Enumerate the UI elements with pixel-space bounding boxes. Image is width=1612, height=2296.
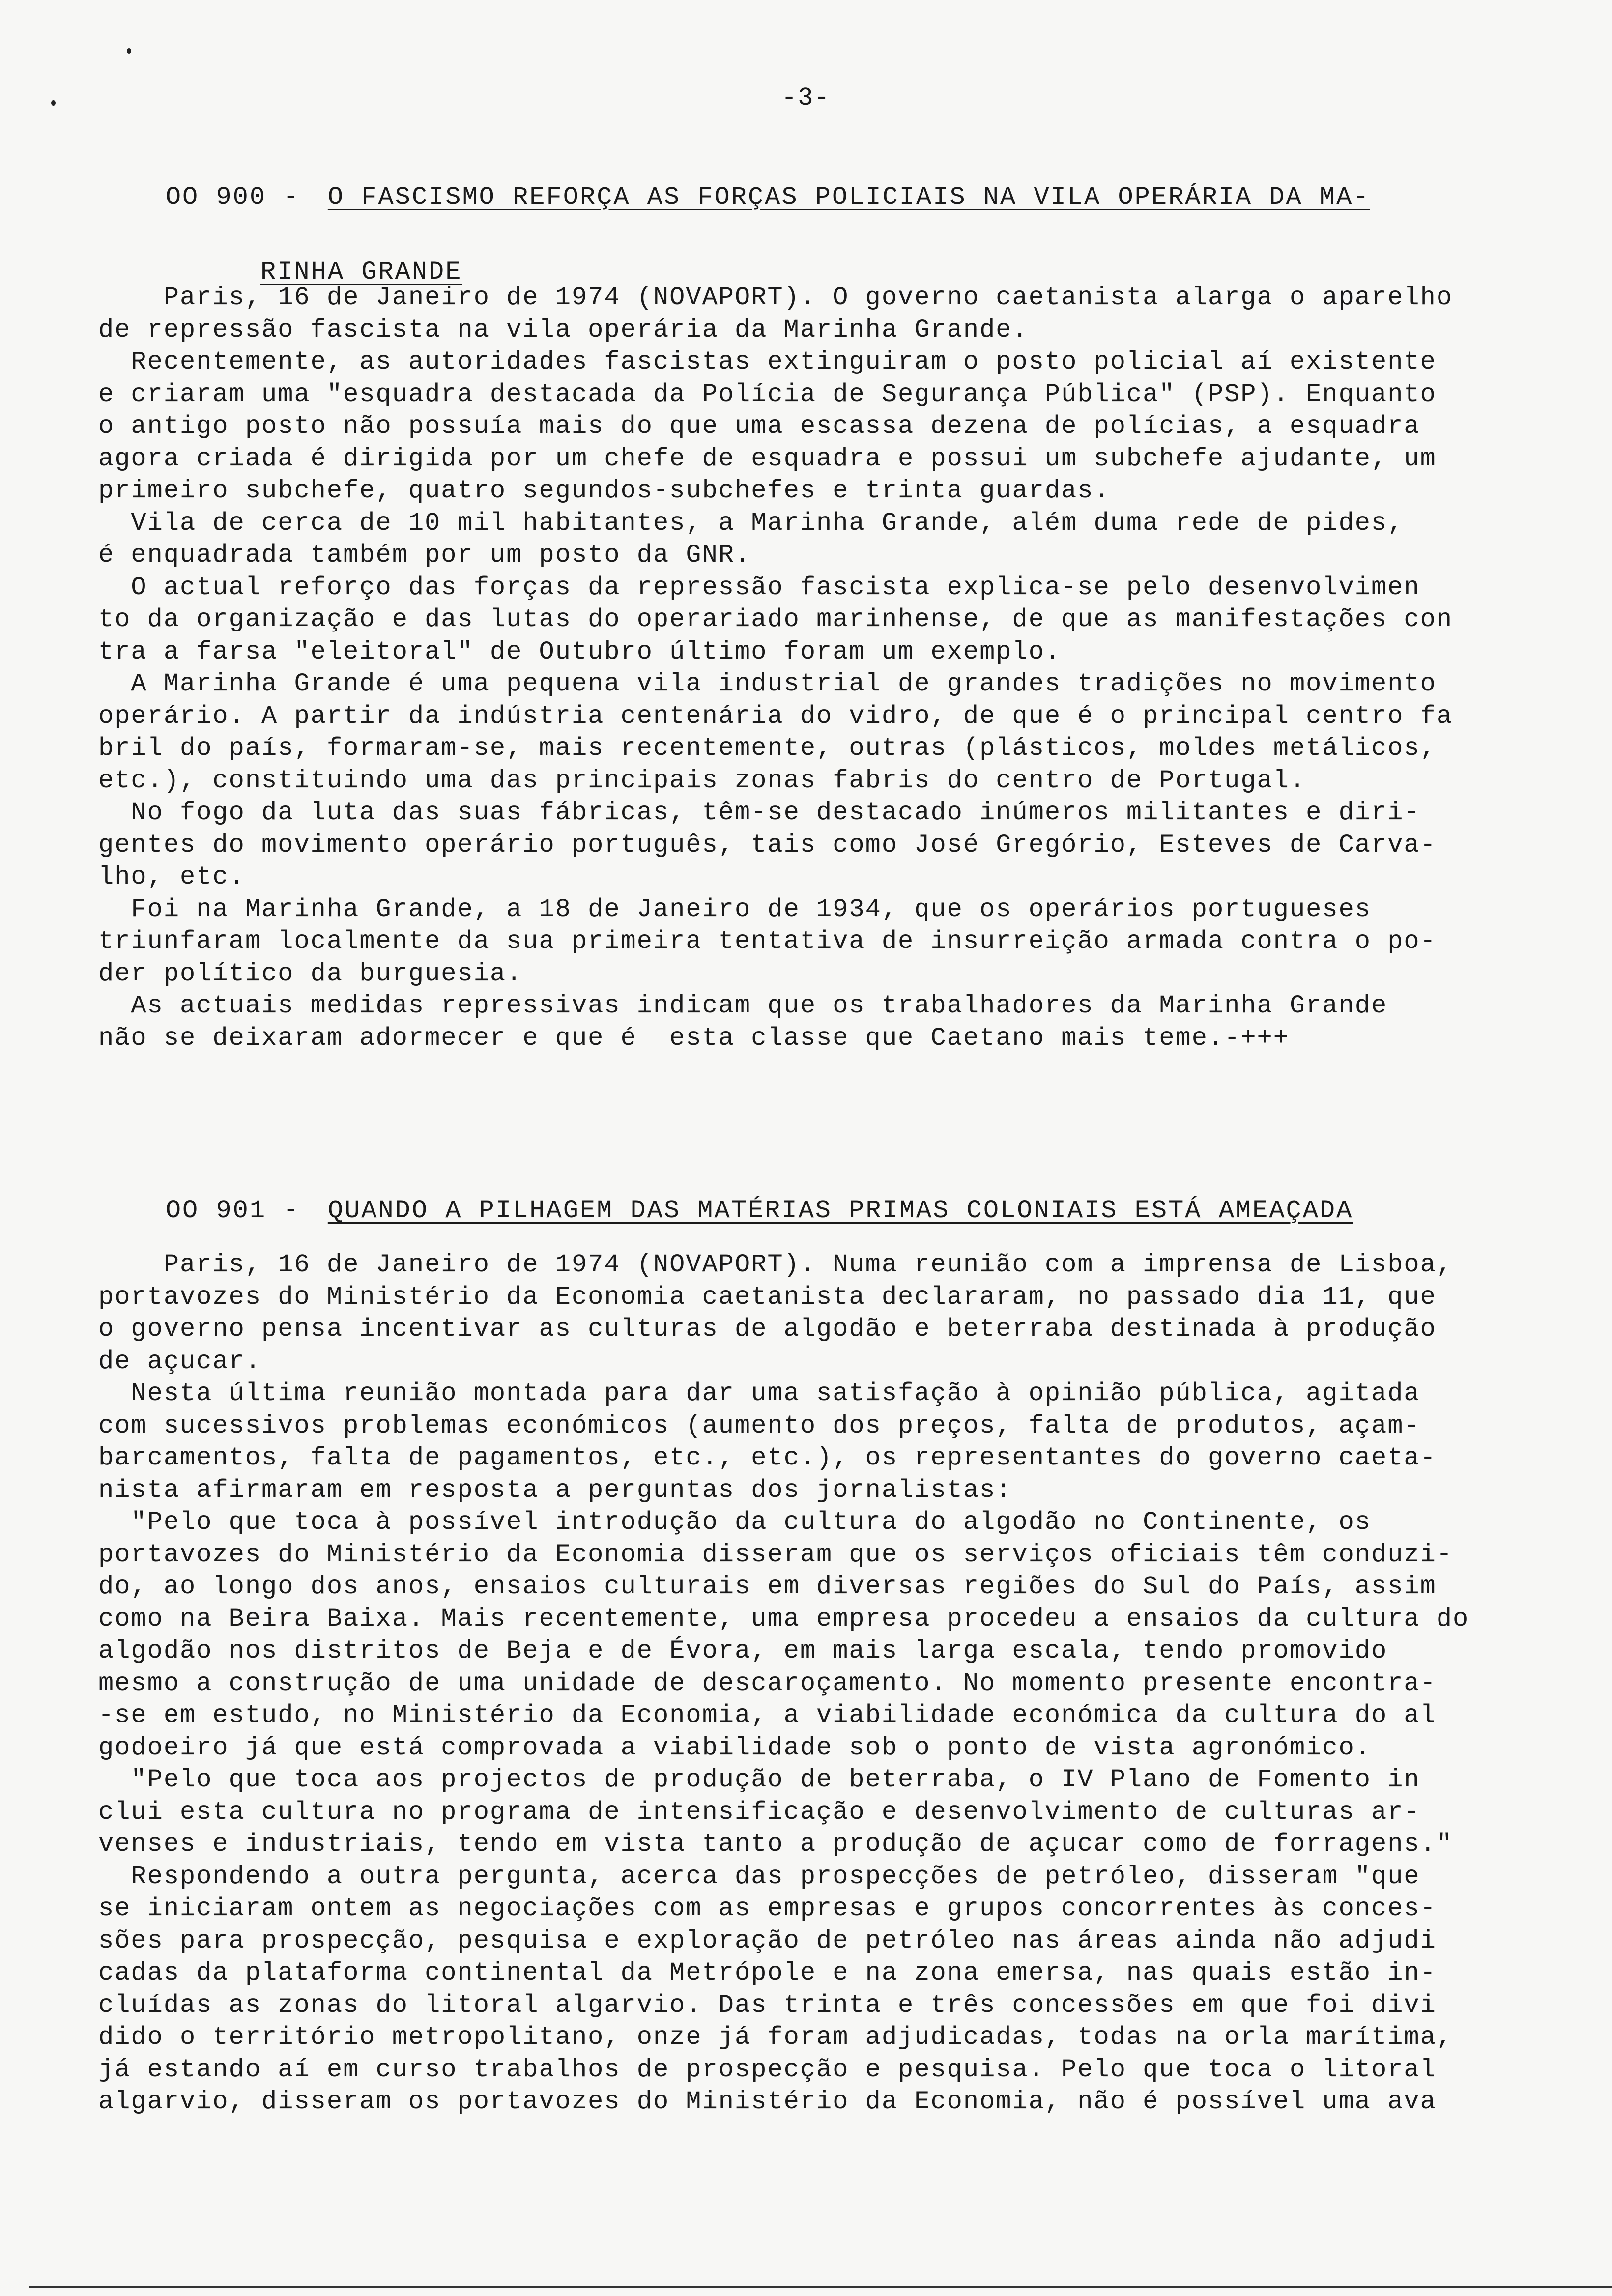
- article-body: [98, 282, 1563, 1054]
- text-line: do, ao longo dos anos, ensaios culturais em diversas regiões do Sul do País, assim: [98, 1572, 1437, 1601]
- text-line: se iniciaram ontem as negociações com as empresas e grupos concorrentes às conces-: [98, 1894, 1437, 1923]
- article-code: OO 901 -: [165, 1196, 300, 1225]
- text-line: -se em estudo, no Ministério da Economia, a viabilidade económica da cultura do al: [98, 1701, 1437, 1730]
- text-line: "Pelo que toca aos projectos de produção de beterraba, o IV Plano de Fomento in: [98, 1765, 1420, 1794]
- article-title: O FASCISMO REFORÇA AS FORÇAS POLICIAIS NA VILA OPERÁRIA DA MA-: [327, 183, 1370, 212]
- text-line: Recentemente, as autoridades fascistas extinguiram o posto policial aí existente: [98, 347, 1437, 376]
- text-line: portavozes do Ministério da Economia disseram que os serviços oficiais têm conduzi-: [98, 1540, 1453, 1569]
- text-line: como na Beira Baixa. Mais recentemente, uma empresa procedeu a ensaios da cultura do: [98, 1604, 1469, 1634]
- text-line: Nesta última reunião montada para dar uma satisfação à opinião pública, agitada: [98, 1379, 1420, 1408]
- ink-speck: [51, 100, 56, 106]
- text-line: de repressão fascista na vila operária da Marinha Grande.: [98, 315, 1029, 344]
- ink-speck: [127, 48, 131, 54]
- page-number: -3-: [781, 84, 831, 113]
- text-line: dido o território metropolitano, onze já foram adjudicadas, todas na orla marítima,: [98, 2023, 1453, 2052]
- text-line: é enquadrada também por um posto da GNR.: [98, 541, 751, 570]
- text-line: o antigo posto não possuía mais do que uma escassa dezena de polícias, a esquadra: [98, 412, 1420, 441]
- text-line: clui esta cultura no programa de intensificação e desenvolvimento de culturas ar-: [98, 1797, 1420, 1827]
- text-line: com sucessivos problemas económicos (aumento dos preços, falta de produtos, açam-: [98, 1411, 1420, 1440]
- text-line: No fogo da luta das suas fábricas, têm-se destacado inúmeros militantes e diri-: [98, 798, 1420, 827]
- text-line: nista afirmaram em resposta a perguntas dos jornalistas:: [98, 1475, 1012, 1505]
- text-line: A Marinha Grande é uma pequena vila industrial de grandes tradições no movimento: [98, 669, 1437, 698]
- text-line: algarvio, disseram os portavozes do Ministério da Economia, não é possível uma ava: [98, 2087, 1437, 2116]
- text-line: As actuais medidas repressivas indicam que os trabalhadores da Marinha Grande: [98, 991, 1388, 1020]
- text-line: Vila de cerca de 10 mil habitantes, a Marinha Grande, além duma rede de pides,: [98, 508, 1404, 538]
- text-line: godoeiro já que está comprovada a viabilidade sob o ponto de vista agronómico.: [98, 1733, 1371, 1762]
- text-line: portavozes do Ministério da Economia caetanista declararam, no passado dia 11, que: [98, 1282, 1437, 1312]
- page-bottom-rule: [29, 2286, 1612, 2288]
- text-line: Paris, 16 de Janeiro de 1974 (NOVAPORT). O governo caetanista alarga o aparelho: [98, 283, 1453, 312]
- text-line: triunfaram localmente da sua primeira tentativa de insurreição armada contra o po-: [98, 927, 1437, 956]
- text-line: lho, etc.: [98, 862, 245, 891]
- text-line: tra a farsa "eleitoral" de Outubro último foram um exemplo.: [98, 637, 1062, 666]
- text-line: mesmo a construção de uma unidade de descaroçamento. No momento presente encontra-: [98, 1668, 1437, 1698]
- text-line: venses e industriais, tendo em vista tanto a produção de açucar como de forragens.": [98, 1830, 1453, 1859]
- article-body: [98, 1249, 1563, 2118]
- text-line: barcamentos, falta de pagamentos, etc., etc.), os representantes do governo caeta-: [98, 1443, 1437, 1472]
- text-line: não se deixaram adormecer e que é esta classe que Caetano mais teme.-+++: [98, 1023, 1290, 1053]
- article-code: OO 900 -: [165, 183, 300, 212]
- text-line: to da organização e das lutas do operariado marinhense, de que as manifestações con: [98, 605, 1453, 634]
- text-line: O actual reforço das forças da repressão fascista explica-se pelo desenvolvimen: [98, 573, 1420, 602]
- text-line: agora criada é dirigida por um chefe de esquadra e possui um subchefe ajudante, um: [98, 444, 1437, 473]
- article-title: QUANDO A PILHAGEM DAS MATÉRIAS PRIMAS COLONIAIS ESTÁ AMEAÇADA: [327, 1196, 1353, 1225]
- article-title-continuation: RINHA GRANDE: [260, 258, 462, 287]
- text-line: gentes do movimento operário português, tais como José Gregório, Esteves de Carva-: [98, 830, 1437, 860]
- text-line: primeiro subchefe, quatro segundos-subchefes e trinta guardas.: [98, 476, 1110, 505]
- text-line: cluídas as zonas do litoral algarvio. Das trinta e três concessões em que foi divi: [98, 1990, 1437, 2020]
- text-line: e criaram uma "esquadra destacada da Polícia de Segurança Pública" (PSP). Enquanto: [98, 379, 1437, 409]
- text-line: sões para prospecção, pesquisa e exploração de petróleo nas áreas ainda não adjudi: [98, 1926, 1437, 1955]
- text-line: Respondendo a outra pergunta, acerca das prospecções de petróleo, disseram "que: [98, 1862, 1420, 1891]
- text-line: "Pelo que toca à possível introdução da cultura do algodão no Continente, os: [98, 1508, 1371, 1537]
- text-line: etc.), constituindo uma das principais zonas fabris do centro de Portugal.: [98, 766, 1306, 795]
- text-line: der político da burguesia.: [98, 959, 523, 988]
- text-line: Paris, 16 de Janeiro de 1974 (NOVAPORT). Numa reunião com a imprensa de Lisboa,: [98, 1250, 1453, 1279]
- text-line: operário. A partir da indústria centenária do vidro, de que é o principal centro fa: [98, 701, 1453, 731]
- text-line: o governo pensa incentivar as culturas de algodão e beterraba destinada à produção: [98, 1315, 1437, 1344]
- text-line: cadas da plataforma continental da Metrópole e na zona emersa, nas quais estão in-: [98, 1958, 1437, 1987]
- text-line: de açucar.: [98, 1347, 262, 1376]
- text-line: já estando aí em curso trabalhos de prospecção e pesquisa. Pelo que toca o litoral: [98, 2055, 1437, 2084]
- text-line: Foi na Marinha Grande, a 18 de Janeiro de 1934, que os operários portugueses: [98, 894, 1371, 924]
- text-line: algodão nos distritos de Beja e de Évora, em mais larga escala, tendo promovido: [98, 1636, 1388, 1665]
- text-line: bril do país, formaram-se, mais recentemente, outras (plásticos, moldes metálicos,: [98, 734, 1437, 763]
